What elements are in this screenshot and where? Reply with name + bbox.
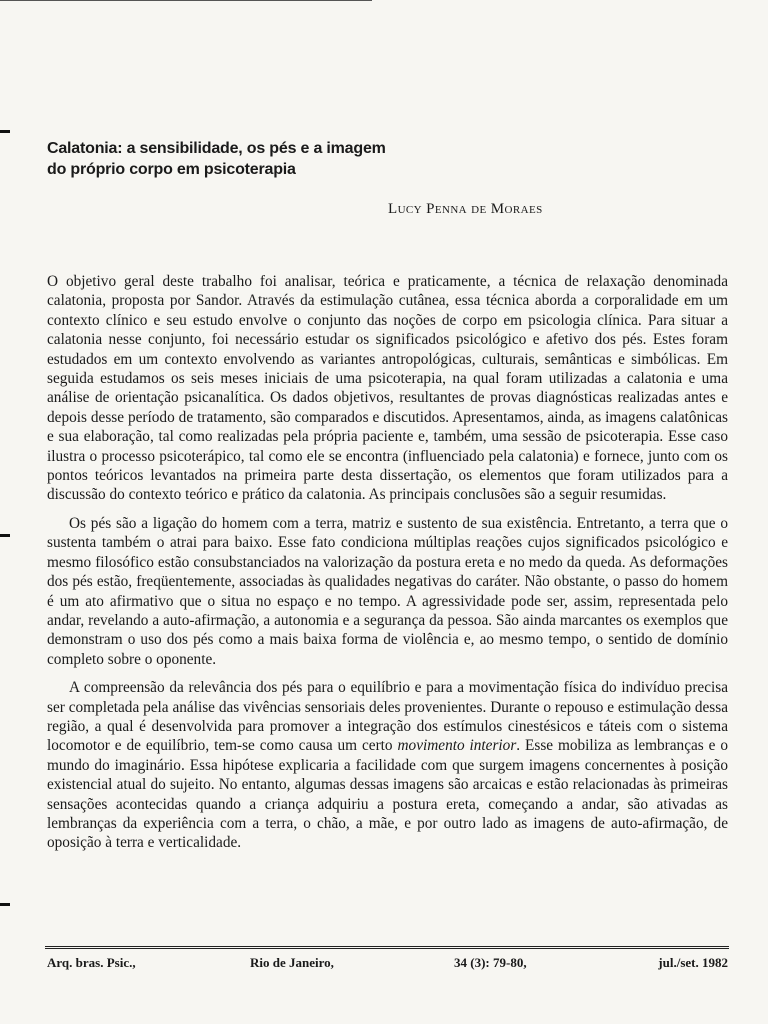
margin-mark [0, 534, 10, 537]
footer [47, 955, 728, 975]
footer-city: Rio de Janeiro, [250, 955, 334, 970]
paragraph-3-italic: movimento interior [397, 737, 517, 755]
article-title [47, 138, 467, 180]
paragraph-1: O objetivo geral deste trabalho foi analisar, teórica e praticamente, a técnica de relaxação denominada calatonia, proposta por Sandor. Através da estimulação cutânea, essa técnica aborda a corporalidade em um contexto clínico e seu estudo envolve o conjunto das noções de corpo em psicologia clínica. Para situar a calatonia nesse conjunto, foi necessário estudar os significados psicológico e afetivo dos pés. Estes foram estudados em um contexto envolvendo as variantes antropológicas, culturais, semânticas e simbólicas. Em seguida estudamos os seis meses iniciais de uma psicoterapia, na qual foram utilizadas a calatonia e uma análise de orientação psicanalítica. Os dados objetivos, resultantes de provas diagnósticas realizadas antes e depois desse período de tratamento, são comparados e discutidos. Apresentamos, ainda, as imagens calatônicas e sua elaboração, tal como realizadas pela própria paciente e, também, uma sessão de psicoterapia. Esse caso ilustra o processo psicoterápico, tal como ele se encontra (influenciado pela calatonia) e fornece, junto com os pontos teóricos levantados na primeira parte desta dissertação, os elementos que foram utilizados para a discussão do contexto teórico e prático da calatonia. As principais conclusões são a seguir resumidas. [47, 273, 728, 504]
paragraph-3-text-b: . Esse mobiliza as lembranças e o mundo do imaginário. Essa hipótese explicaria a facilidade com que surgem imagens concernentes à posição existencial atual do sujeito. No entanto, algumas dessas imagens são arcaicas e estão relacionadas às primeiras sensações acontecidas quando a criança adquiriu a postura ereta, começando a andar, são ativadas as lembranças da experiência com a terra, o chão, a mãe, e por outro lado as imagens de auto-afirmação, de oposição à terra e verticalidade. [47, 737, 728, 852]
margin-mark [0, 903, 10, 906]
footer-rule-top [45, 946, 729, 947]
footer-date: jul./set. 1982 [658, 955, 728, 970]
paragraph-3-text-a: A compreensão da relevância dos pés para o equilíbrio e para a movimentação física do indivíduo precisa ser completada pela análise das vivências sensoriais deles provenientes. Durante o repouso e estimulação dessa região, a qual é desenvolvida para promover a integração dos estímulos cinestésicos e táteis com o sistema locomotor e de equilíbrio, tem-se como causa um certo [47, 679, 728, 755]
margin-mark [0, 130, 10, 133]
footer-volume: 34 (3): 79-80, [454, 955, 527, 970]
title-line-1: Calatonia: a sensibilidade, os pés e a imagem [47, 140, 386, 157]
author-name: Lucy Penna de Moraes [388, 201, 543, 217]
footer-rule-bottom [45, 948, 729, 949]
article-body [47, 272, 728, 862]
paragraph-2: Os pés são a ligação do homem com a terra, matriz e sustento de sua existência. Entretanto, a terra que o sustenta também o atrai para baixo. Esse fato condiciona múltiplas reações cujos significados psicológico e mesmo filosófico estão consubstanciados na valorização da postura ereta e no medo da queda. As deformações dos pés estão, freqüentemente, associadas às qualidades negativas do caráter. Não obstante, o passo do homem é um ato afirmativo que o situa no espaço e no tempo. A agressividade pode ser, assim, representada pelo andar, revelando a auto-afirmação, a autonomia e a segurança da pessoa. São ainda marcantes os exemplos que demonstram o uso dos pés como a mais baixa forma de violência e, ao mesmo tempo, o sentido de domínio completo sobre o oponente. [47, 514, 728, 668]
title-line-2: do próprio corpo em psicoterapia [47, 161, 296, 178]
top-rule [0, 0, 372, 1]
paragraph-3 [47, 678, 728, 853]
footer-journal: Arq. bras. Psic., [47, 955, 136, 970]
